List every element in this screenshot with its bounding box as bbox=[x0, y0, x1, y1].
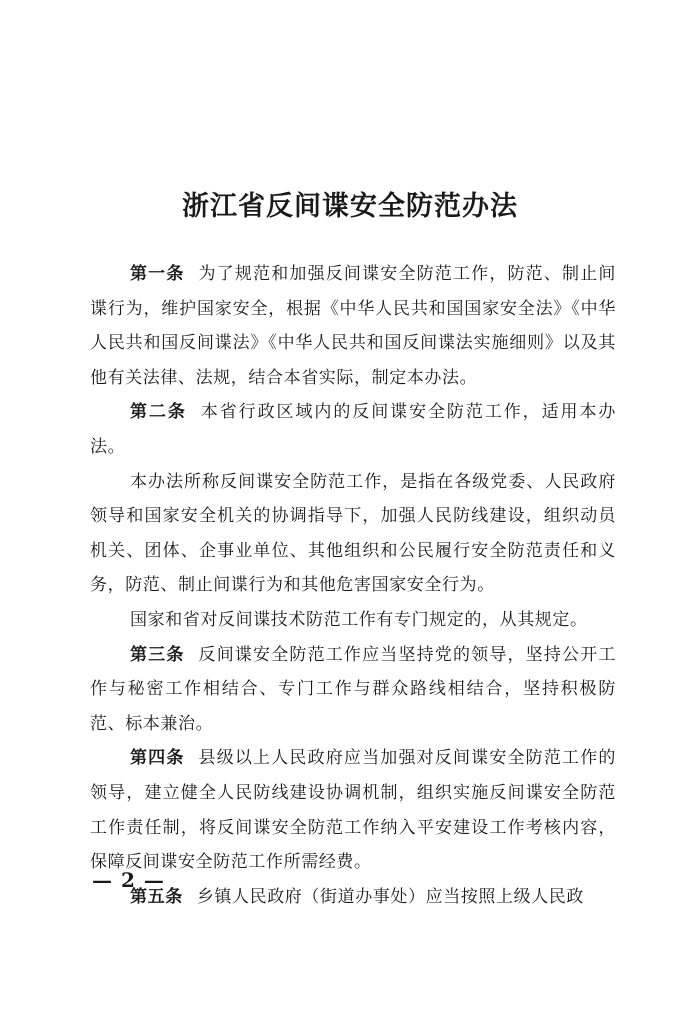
article-paragraph bbox=[90, 257, 616, 395]
article-text: 县级以上人民政府应当加强对反间谍安全防范工作的领导，建立健全人民防线建设协调机制，组织实施反间谍安全防范工作责任制，将反间谍安全防范工作纳入平安建设工作考核内容，保障反间谍安全防范工作所需经费。 bbox=[90, 748, 616, 873]
article-label: 第五条 bbox=[130, 886, 183, 907]
page-number: — 2 — bbox=[92, 868, 165, 892]
article-paragraph bbox=[90, 465, 616, 603]
article-paragraph bbox=[90, 603, 616, 638]
article-paragraph bbox=[90, 741, 616, 879]
document-title: 浙江省反间谍安全防范办法 bbox=[182, 191, 518, 222]
article-label: 第一条 bbox=[130, 264, 185, 284]
article-label: 第四条 bbox=[130, 748, 185, 769]
article-label: 第二条 bbox=[130, 402, 187, 423]
article-paragraph bbox=[90, 395, 616, 464]
article-text: 国家和省对反间谍技术防范工作有专门规定的，从其规定。 bbox=[130, 609, 588, 630]
article-paragraph bbox=[90, 880, 616, 915]
article-text: 反间谍安全防范工作应当坚持党的领导，坚持公开工作与秘密工作相结合、专门工作与群众路线相结合，坚持积极防范、标本兼治。 bbox=[90, 644, 616, 734]
article-paragraph bbox=[90, 638, 616, 742]
article-text: 乡镇人民政府（街道办事处）应当按照上级人民政 bbox=[196, 886, 585, 907]
article-text: 为了规范和加强反间谍安全防范工作，防范、制止间谍行为，维护国家安全，根据《中华人民共和国国家安全法》《中华人民共和国反间谍法》《中华人民共和国反间谍法实施细则》以及其他有关法律、法规，结合本省实际，制定本办法。 bbox=[90, 264, 616, 388]
article-text: 本办法所称反间谍安全防范工作，是指在各级党委、人民政府领导和国家安全机关的协调指导下，加强人民防线建设，组织动员机关、团体、企事业单位、其他组织和公民履行安全防范责任和义务，防范、制止间谍行为和其他危害国家安全行为。 bbox=[90, 471, 616, 596]
document-body bbox=[90, 257, 616, 914]
article-label: 第三条 bbox=[130, 644, 185, 665]
article-text: 本省行政区域内的反间谍安全防范工作，适用本办法。 bbox=[90, 402, 616, 457]
